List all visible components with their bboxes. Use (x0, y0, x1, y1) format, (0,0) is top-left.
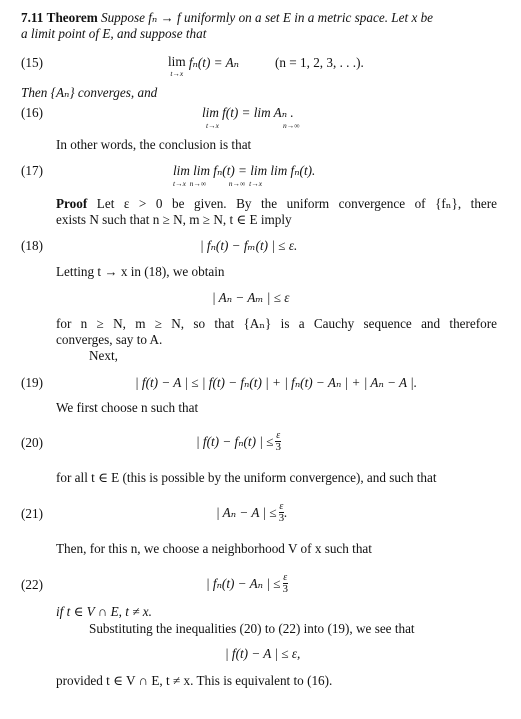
limit-operator: lim t→x (168, 54, 186, 79)
paragraph-next: Next, (89, 348, 118, 363)
equation-17-subscripts: t→x n→∞ n→∞ t→x (173, 179, 263, 188)
theorem-statement (21, 10, 497, 26)
equation-21-tail: . (284, 505, 288, 520)
equation-number-18: (18) (21, 238, 43, 253)
paragraph-first-choose: We first choose n such that (56, 400, 199, 415)
paragraph-for-all: for all t ∈ E (this is possible by the uniform convergence), and such that (56, 470, 437, 485)
equation-20-expression: | f(t) − fₙ(t) | ≤ (196, 434, 274, 449)
theorem-statement-line-1: Suppose fₙ → f uniformly on a set E in a metric space. Let x be (100, 10, 434, 25)
proof-line-1 (56, 196, 497, 212)
paragraph-if-t: if t ∈ V ∩ E, t ≠ x. (56, 604, 152, 619)
equation-number-16: (16) (21, 105, 43, 120)
equation-16-sub-1: t→x (206, 121, 219, 130)
paragraph-substituting: Substituting the inequalities (20) to (22) into (19), we see that (89, 621, 415, 636)
fraction-eps-over-3: $\frac{\varepsilon}{3}$ (275, 430, 281, 453)
equation-number-19: (19) (21, 375, 43, 390)
paragraph-letting: Letting t → x in (18), we obtain (56, 264, 225, 279)
equation-22-expression: | fₙ(t) − Aₙ | ≤ (206, 576, 281, 591)
equation-15-expression: fₙ(t) = Aₙ (188, 55, 240, 70)
equation-a-cauchy: | Aₙ − Aₘ | ≤ ε (212, 290, 290, 305)
paragraph-for-n-line-1: for n ≥ N, m ≥ N, so that {Aₙ} is a Cauchy sequence and therefore (56, 316, 497, 331)
equation-number-22: (22) (21, 577, 43, 592)
equation-number-21: (21) (21, 506, 43, 521)
theorem-number: 7.11 (21, 10, 44, 25)
equation-number-17: (17) (21, 163, 43, 178)
fraction-eps-over-3: $\frac{\varepsilon}{3}$ (278, 501, 285, 524)
equation-21 (216, 498, 287, 528)
equation-20 (196, 427, 281, 457)
proof-line-2: exists N such that n ≥ N, m ≥ N, t ∈ E imply (56, 212, 292, 227)
paragraph-then-for: Then, for this n, we choose a neighborhood V of x such that (56, 541, 372, 556)
equation-16: lim f(t) = lim Aₙ . (202, 105, 294, 120)
equation-number-20: (20) (21, 435, 43, 450)
fraction-eps-over-3: $\frac{\varepsilon}{3}$ (282, 572, 288, 595)
paragraph-provided: provided t ∈ V ∩ E, t ≠ x. This is equivalent to (16). (56, 673, 333, 688)
equation-final: | f(t) − A | ≤ ε, (225, 646, 301, 661)
paragraph-in-other-words: In other words, the conclusion is that (56, 137, 252, 152)
theorem-conclusion-intro: Then {Aₙ} converges, and (21, 85, 158, 100)
equation-18: | fₙ(t) − fₘ(t) | ≤ ε. (200, 238, 298, 253)
theorem-label: Theorem (46, 10, 98, 25)
proof-label: Proof (56, 196, 88, 211)
equation-22 (206, 569, 288, 599)
proof-text-1: Let ε > 0 be given. By the uniform convergence of {fₙ}, there (96, 196, 498, 211)
equation-19: | f(t) − A | ≤ | f(t) − fₙ(t) | + | fₙ(t) − Aₙ | + | Aₙ − A |. (135, 375, 418, 390)
equation-16-sub-2: n→∞ (283, 121, 300, 130)
equation-21-expression: | Aₙ − A | ≤ (216, 505, 277, 520)
theorem-statement-line-2: a limit point of E, and suppose that (21, 26, 207, 41)
equation-15-condition: (n = 1, 2, 3, . . .). (275, 55, 364, 70)
equation-17: lim lim fₙ(t) = lim lim fₙ(t). (173, 163, 316, 178)
equation-15 (168, 55, 239, 78)
equation-number-15: (15) (21, 55, 43, 70)
paragraph-for-n-line-2: converges, say to A. (56, 332, 163, 347)
